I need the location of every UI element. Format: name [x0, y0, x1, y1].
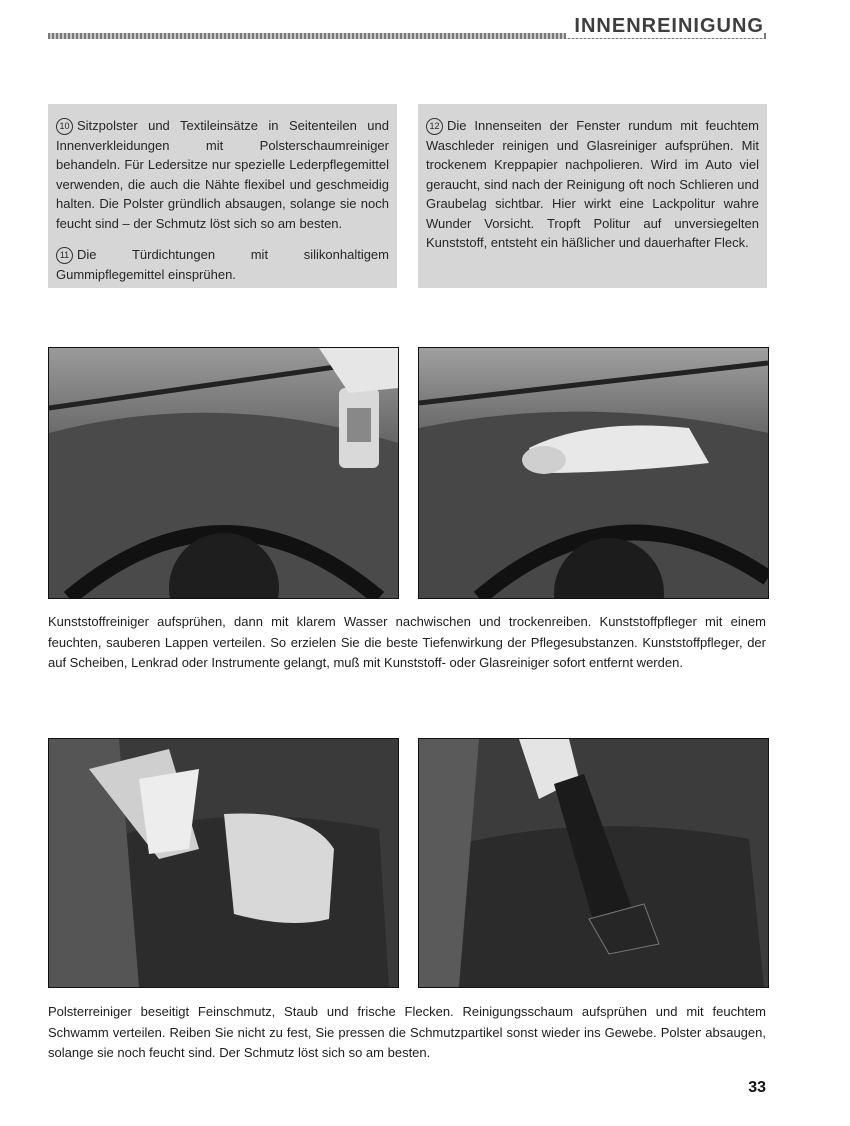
photo-dashboard-wipe: [418, 347, 769, 599]
page-number: 33: [748, 1079, 766, 1096]
caption-dashboard: Kunststoffreiniger aufsprühen, dann mit klarem Wasser nachwischen und trockenreiben. Kunststoffpfleger mit einem feuchten, sauberen Lappen verteilen. So erzielen Sie die beste Tiefenwirkung der Pflegesubstanzen. Kunststoffpfleger, der auf Scheiben, Lenkrad oder Instrumente gelangt, muß mit Kunststoff- oder Glasreiniger sofort entfernt werden.: [48, 614, 766, 670]
photo-seat-foam: [48, 738, 399, 988]
tip-12-text: Die Innenseiten der Fenster rundum mit feuchtem Waschleder reinigen und Glasreiniger aufsprühen. Mit trockenem Kreppapier nachpolieren. Wird im Auto viel geraucht, sind nach der Reinigung oft noch Schlieren und Graubelag sichtbar. Hier wirkt eine Lackpolitur wahre Wunder Vorsicht. Tropft Politur auf unversiegelten Kunststoff, entsteht ein häßlicher und dauerhafter Fleck.: [426, 118, 759, 250]
photo-dashboard-spray: [48, 347, 399, 599]
tip-11-number: 11: [56, 247, 73, 264]
tip-box-right: [418, 104, 767, 288]
tip-11-text: Die Türdichtungen mit silikonhaltigem Gummipflegemittel einsprühen.: [56, 247, 389, 282]
caption-seats: Polsterreiniger beseitigt Feinschmutz, Staub und frische Flecken. Reinigungsschaum aufsprühen und mit feuchtem Schwamm verteilen. Reiben Sie nicht zu fest, Sie pressen die Schmutzpartikel sonst wieder ins Gewebe. Polster absaugen, solange sie noch feucht sind. Der Schmutz löst sich so am besten.: [48, 1004, 766, 1060]
photo-seat-vacuum: [418, 738, 769, 988]
tip-box-left: [48, 104, 397, 288]
tip-12-number: 12: [426, 118, 443, 135]
tip-11: [56, 245, 389, 284]
section-title: INNENREINIGUNG: [566, 14, 764, 38]
tip-10-number: 10: [56, 118, 73, 135]
tip-10-text: Sitzpolster und Textileinsätze in Seitenteilen und Innenverkleidungen mit Polsterschaumreiniger behandeln. Für Ledersitze nur spezielle Lederpflegemittel verwenden, die auch die Nähte flexibel und geschmeidig halten. Die Polster gründlich absaugen, solange sie noch feucht sind – der Schmutz löst sich so am besten.: [56, 118, 389, 231]
tip-10: [56, 116, 389, 233]
tip-12: [426, 116, 759, 253]
